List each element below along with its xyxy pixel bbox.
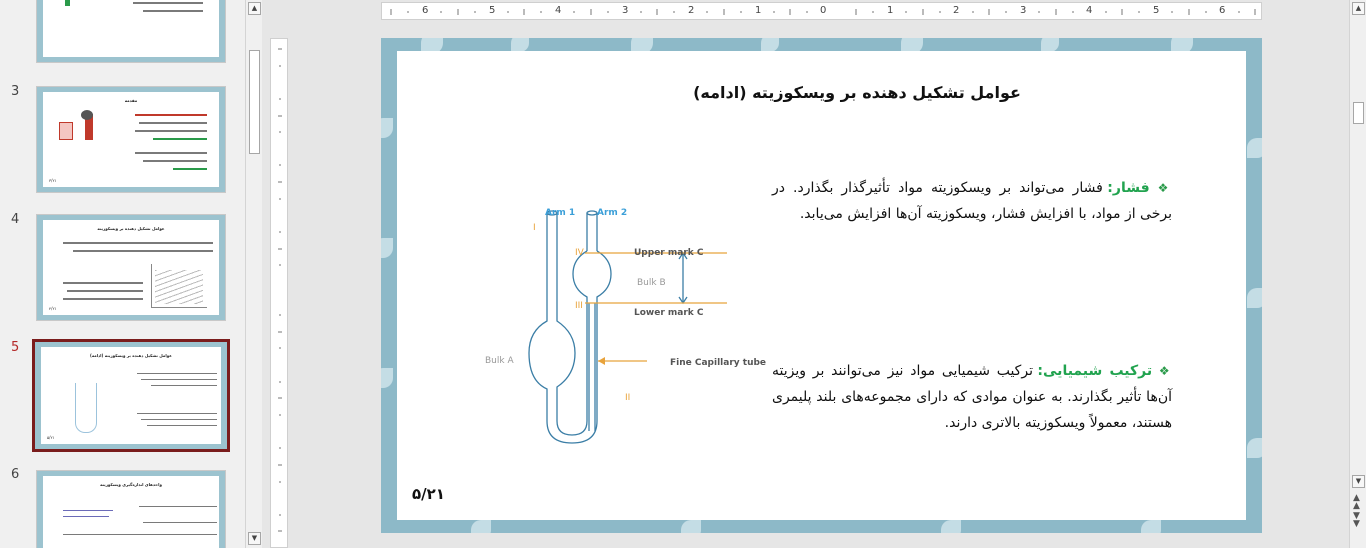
scrollbar-thumb[interactable] [249, 50, 260, 154]
upper-mark-label: Upper mark C [634, 248, 704, 258]
scroll-down-button[interactable]: ▼ [1352, 475, 1365, 488]
slide-number-5: 5 [11, 340, 20, 355]
roman-iv-label: IV [575, 248, 584, 258]
slide-number-4: 4 [11, 212, 20, 227]
roman-ii-label: II [625, 393, 631, 403]
ruler-label: 5 [1153, 5, 1160, 16]
slide-thumbnail-2[interactable] [36, 0, 226, 63]
arm1-label: Arm 1 [545, 208, 576, 218]
next-slide-icon[interactable]: ▼ ▼ [1353, 511, 1360, 529]
slide-page-number: ۵/۲۱ [412, 485, 445, 503]
slide-thumbnails-pane[interactable] [0, 0, 245, 548]
slide-thumbnail-5-selected[interactable]: عوامل تشکیل دهنده بر ویسکوزیته (ادامه) ۵/۲۱ [32, 339, 230, 452]
ruler-label: 3 [1020, 5, 1027, 16]
paragraph-pressure[interactable] [772, 175, 1172, 227]
thumb-title: عوامل تشکیل دهنده بر ویسکوزیته (ادامه) [90, 353, 172, 358]
previous-slide-icon[interactable]: ▲ ▲ [1353, 493, 1360, 511]
roman-i-label: I [533, 223, 536, 233]
capillary-label: Fine Capillary tube [670, 358, 767, 368]
pressure-label: فشار: [1107, 180, 1150, 196]
slide-canvas[interactable] [381, 38, 1262, 533]
chemical-label: ترکیب شیمیایی: [1037, 363, 1153, 379]
diamond-bullet-icon: ❖ [1158, 364, 1172, 378]
thumb-title: عوامل تشکیل دهنده بر ویسکوزیته [97, 226, 165, 231]
ruler-label: 6 [1219, 5, 1226, 16]
thumb-title: واحدهای اندازه‌گیری ویسکوزیته [100, 482, 162, 487]
ruler-label: 1 [755, 5, 762, 16]
pressure-text: فشار می‌تواند بر ویسکوزیته مواد تأثیرگذار بگذارد. در برخی از مواد، با افزایش فشار، ویسکوزیته آن‌ها افزایش می‌یابد. [772, 180, 1172, 222]
scroll-up-button[interactable]: ▲ [248, 2, 261, 15]
paragraph-chemical-composition[interactable] [772, 358, 1172, 436]
ruler-label: 2 [953, 5, 960, 16]
chemical-text: ترکیب شیمیایی مواد نیز می‌توانند بر ویزیته آن‌ها تأثیر بگذارند. به عنوان موادی که دارای مجموعه‌های بلند پلیمری هستند، معمولاً ویسکوزیته بالاتری دارند. [772, 363, 1172, 431]
arm2-label: Arm 2 [597, 208, 628, 218]
slide-title[interactable]: عوامل تشکیل دهنده بر ویسکوزیته (ادامه) [693, 83, 1021, 102]
bulk-b-label: Bulk B [637, 278, 666, 288]
diamond-bullet-icon: ❖ [1157, 181, 1172, 195]
ruler-label: 0 [820, 5, 827, 16]
bulk-a-label: Bulk A [485, 356, 514, 366]
slide-number-6: 6 [11, 467, 20, 482]
slide-thumbnail-3[interactable]: مقدمه ۳/۲۱ [36, 86, 226, 193]
editor-scrollbar[interactable] [1349, 0, 1366, 548]
viscometer-diagram [477, 191, 777, 451]
slide-number-3: 3 [11, 84, 20, 99]
lower-mark-label: Lower mark C [634, 308, 704, 318]
horizontal-ruler[interactable] [381, 2, 1262, 20]
thumb-title: مقدمه [124, 98, 138, 103]
ruler-label: 2 [688, 5, 695, 16]
scroll-down-button[interactable]: ▼ [248, 532, 261, 545]
slide-thumbnail-4[interactable]: عوامل تشکیل دهنده بر ویسکوزیته ۴/۲۱ [36, 214, 226, 321]
ruler-label: 6 [422, 5, 429, 16]
ruler-label: 5 [489, 5, 496, 16]
ruler-label: 3 [622, 5, 629, 16]
roman-iii-label: III [575, 301, 583, 311]
vertical-ruler[interactable] [270, 38, 288, 548]
slide-content-area [397, 51, 1246, 520]
ruler-label: 4 [555, 5, 562, 16]
scroll-up-button[interactable]: ▲ [1352, 2, 1365, 15]
scrollbar-thumb[interactable] [1353, 102, 1364, 124]
ruler-label: 1 [887, 5, 894, 16]
ruler-label: 4 [1086, 5, 1093, 16]
slide-thumbnail-6[interactable] [36, 470, 226, 548]
thumbnails-scrollbar[interactable] [245, 0, 262, 548]
